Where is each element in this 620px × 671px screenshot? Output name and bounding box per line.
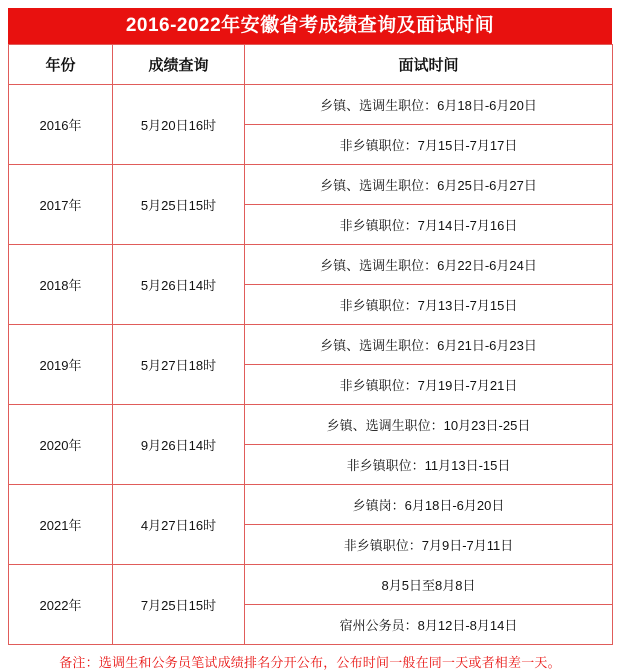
- column-header-interview-time: 面试时间: [245, 45, 613, 85]
- cell-interview: 非乡镇职位：7月19日-7月21日: [245, 365, 613, 405]
- cell-interview: 宿州公务员：8月12日-8月14日: [245, 605, 613, 645]
- table-row: [9, 405, 613, 445]
- cell-interview: 乡镇岗：6月18日-6月20日: [245, 485, 613, 525]
- cell-year: 2018年: [9, 245, 113, 325]
- cell-interview: 乡镇、选调生职位：6月18日-6月20日: [245, 85, 613, 125]
- table-header-row: [9, 45, 613, 85]
- cell-year: 2019年: [9, 325, 113, 405]
- cell-score-query: 5月25日15时: [113, 165, 245, 245]
- cell-score-query: 5月20日16时: [113, 85, 245, 165]
- table-row: [9, 485, 613, 525]
- cell-score-query: 9月26日14时: [113, 405, 245, 485]
- cell-interview: 乡镇、选调生职位：6月21日-6月23日: [245, 325, 613, 365]
- schedule-table: [8, 44, 613, 645]
- cell-year: 2022年: [9, 565, 113, 645]
- cell-year: 2016年: [9, 85, 113, 165]
- table-row: [9, 245, 613, 285]
- cell-interview: 非乡镇职位：7月14日-7月16日: [245, 205, 613, 245]
- table-row: [9, 85, 613, 125]
- cell-score-query: 7月25日15时: [113, 565, 245, 645]
- footer-note: 备注：选调生和公务员笔试成绩排名分开公布，公布时间一般在同一天或者相差一天。: [59, 655, 561, 670]
- table-row: [9, 325, 613, 365]
- cell-interview: 非乡镇职位：7月9日-7月11日: [245, 525, 613, 565]
- cell-year: 2020年: [9, 405, 113, 485]
- cell-score-query: 5月26日14时: [113, 245, 245, 325]
- cell-interview: 乡镇、选调生职位：6月22日-6月24日: [245, 245, 613, 285]
- cell-interview: 乡镇、选调生职位：10月23日-25日: [245, 405, 613, 445]
- page-title: 2016-2022年安徽省考成绩查询及面试时间: [8, 8, 612, 44]
- cell-year: 2017年: [9, 165, 113, 245]
- cell-interview: 非乡镇职位：7月15日-7月17日: [245, 125, 613, 165]
- cell-interview: 非乡镇职位：7月13日-7月15日: [245, 285, 613, 325]
- cell-interview: 非乡镇职位：11月13日-15日: [245, 445, 613, 485]
- cell-interview: 8月5日至8月8日: [245, 565, 613, 605]
- table-row: [9, 165, 613, 205]
- table-row: [9, 565, 613, 605]
- cell-year: 2021年: [9, 485, 113, 565]
- column-header-score-query: 成绩查询: [113, 45, 245, 85]
- column-header-year: 年份: [9, 45, 113, 85]
- cell-score-query: 5月27日18时: [113, 325, 245, 405]
- cell-score-query: 4月27日16时: [113, 485, 245, 565]
- cell-interview: 乡镇、选调生职位：6月25日-6月27日: [245, 165, 613, 205]
